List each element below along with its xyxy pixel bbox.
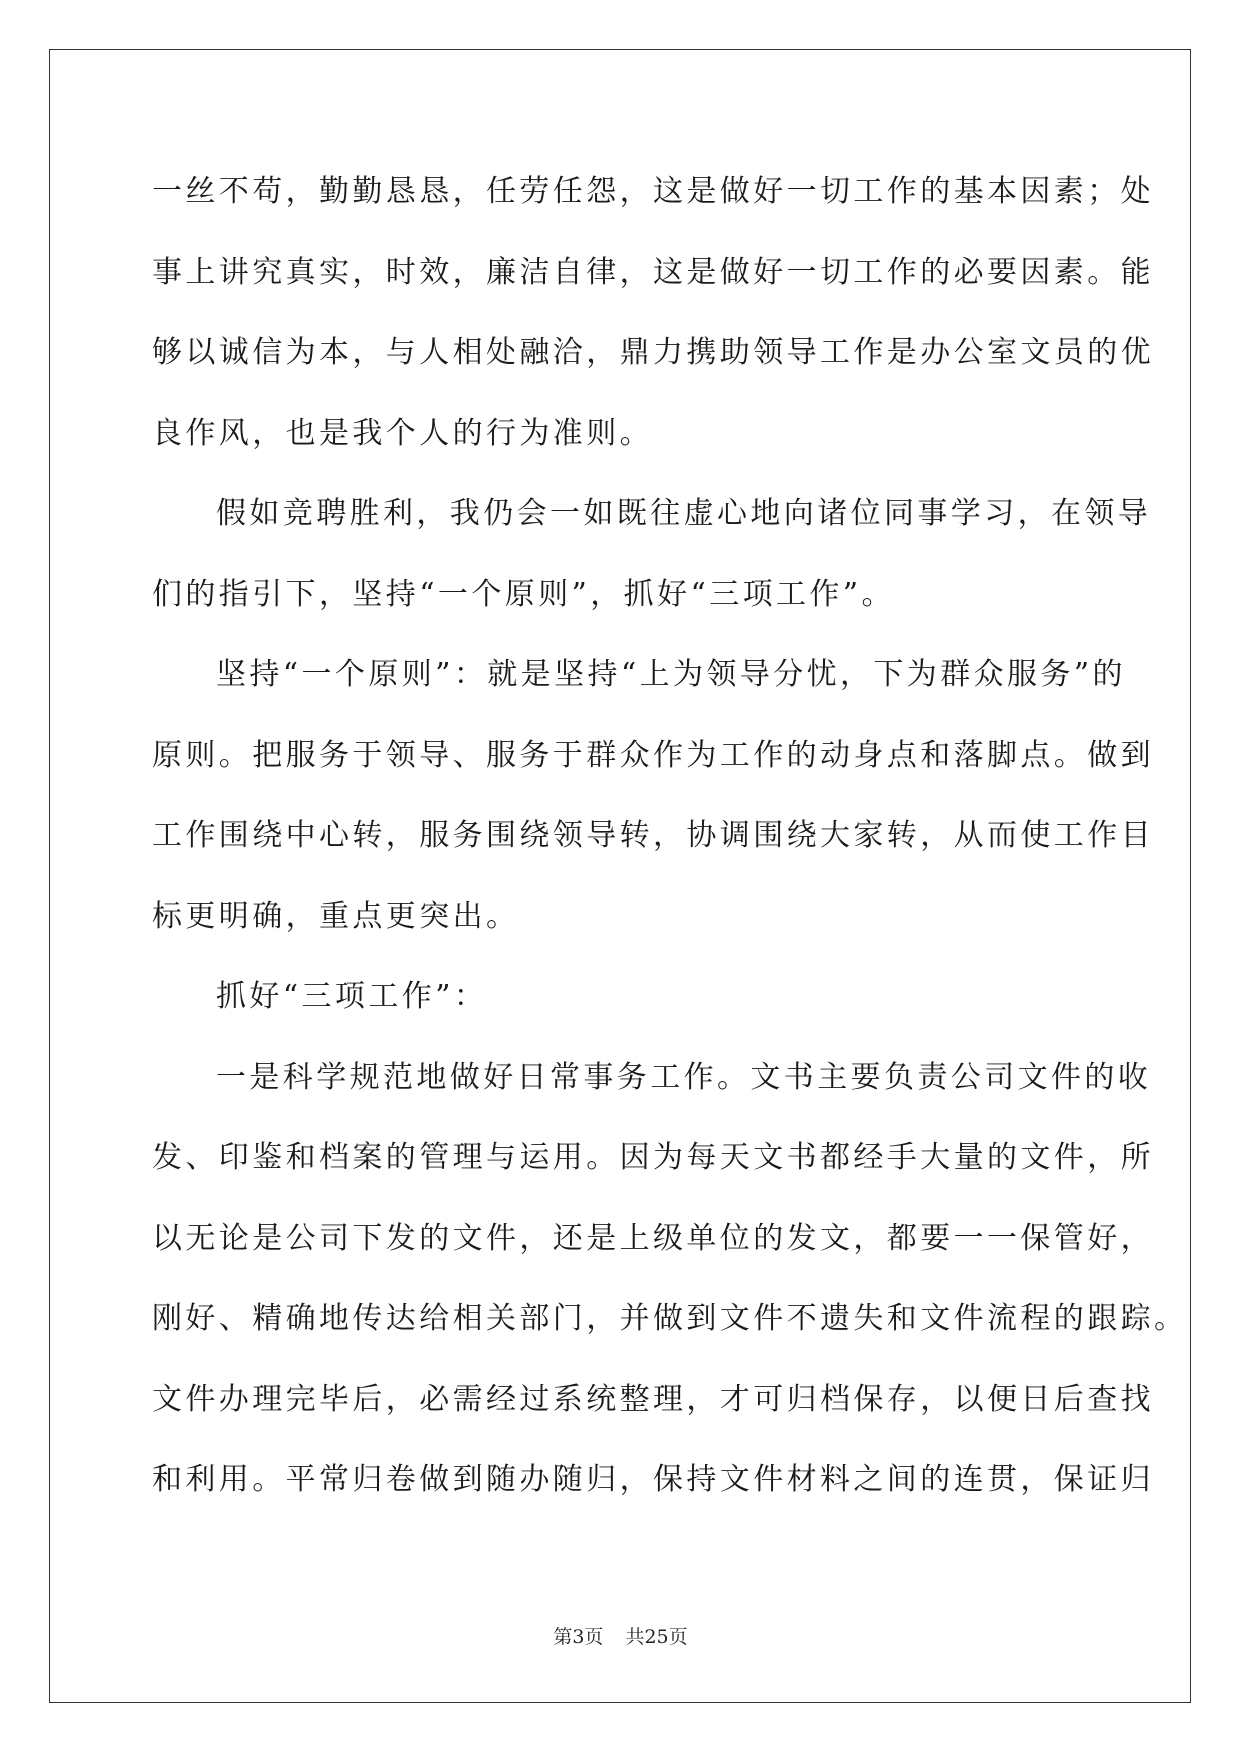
text-line: 刚好、精确地传达给相关部门，并做到文件不遗失和文件流程的跟踪。 (152, 1301, 1188, 1336)
paragraph-start-line: 坚持“一个原则”：就是坚持“上为领导分忧，下为群众服务”的 (216, 657, 1126, 692)
text-line: 够以诚信为本，与人相处融洽，鼎力携助领导工作是办公室文员的优 (152, 335, 1154, 370)
document-body (152, 162, 1188, 1531)
text-line: 一丝不苟，勤勤恳恳，任劳任怨，这是做好一切工作的基本因素；处 (152, 174, 1154, 209)
text-line: 文件办理完毕后，必需经过系统整理，才可归档保存，以便日后查找 (152, 1381, 1154, 1417)
text-line: 以无论是公司下发的文件，还是上级单位的发文，都要一一保管好， (152, 1220, 1154, 1256)
page-number: 第3页 (553, 1626, 604, 1648)
text-line: 良作风，也是我个人的行为准则。 (152, 415, 653, 451)
paragraph-start-line: 一是科学规范地做好日常事务工作。文书主要负责公司文件的收 (216, 1059, 1152, 1095)
text-line: 和利用。平常归卷做到随办随归，保持文件材料之间的连贯，保证归 (152, 1462, 1154, 1497)
paragraph-start-line: 抓好“三项工作”： (216, 979, 488, 1014)
text-line: 事上讲究真实，时效，廉洁自律，这是做好一切工作的必要因素。能 (152, 254, 1154, 290)
text-line: 发、印鉴和档案的管理与运用。因为每天文书都经手大量的文件，所 (152, 1140, 1154, 1175)
text-line: 原则。把服务于领导、服务于群众作为工作的动身点和落脚点。做到 (152, 737, 1154, 773)
text-line: 工作围绕中心转，服务围绕领导转，协调围绕大家转，从而使工作目 (152, 818, 1154, 853)
text-line: 标更明确，重点更突出。 (152, 898, 520, 934)
page-total: 共25页 (625, 1626, 688, 1648)
paragraph-start-line: 假如竞聘胜利，我仍会一如既往虚心地向诸位同事学习，在领导 (216, 496, 1152, 531)
text-line: 们的指引下，坚持“一个原则”，抓好“三项工作”。 (152, 576, 895, 612)
page-footer (0, 1622, 1241, 1649)
